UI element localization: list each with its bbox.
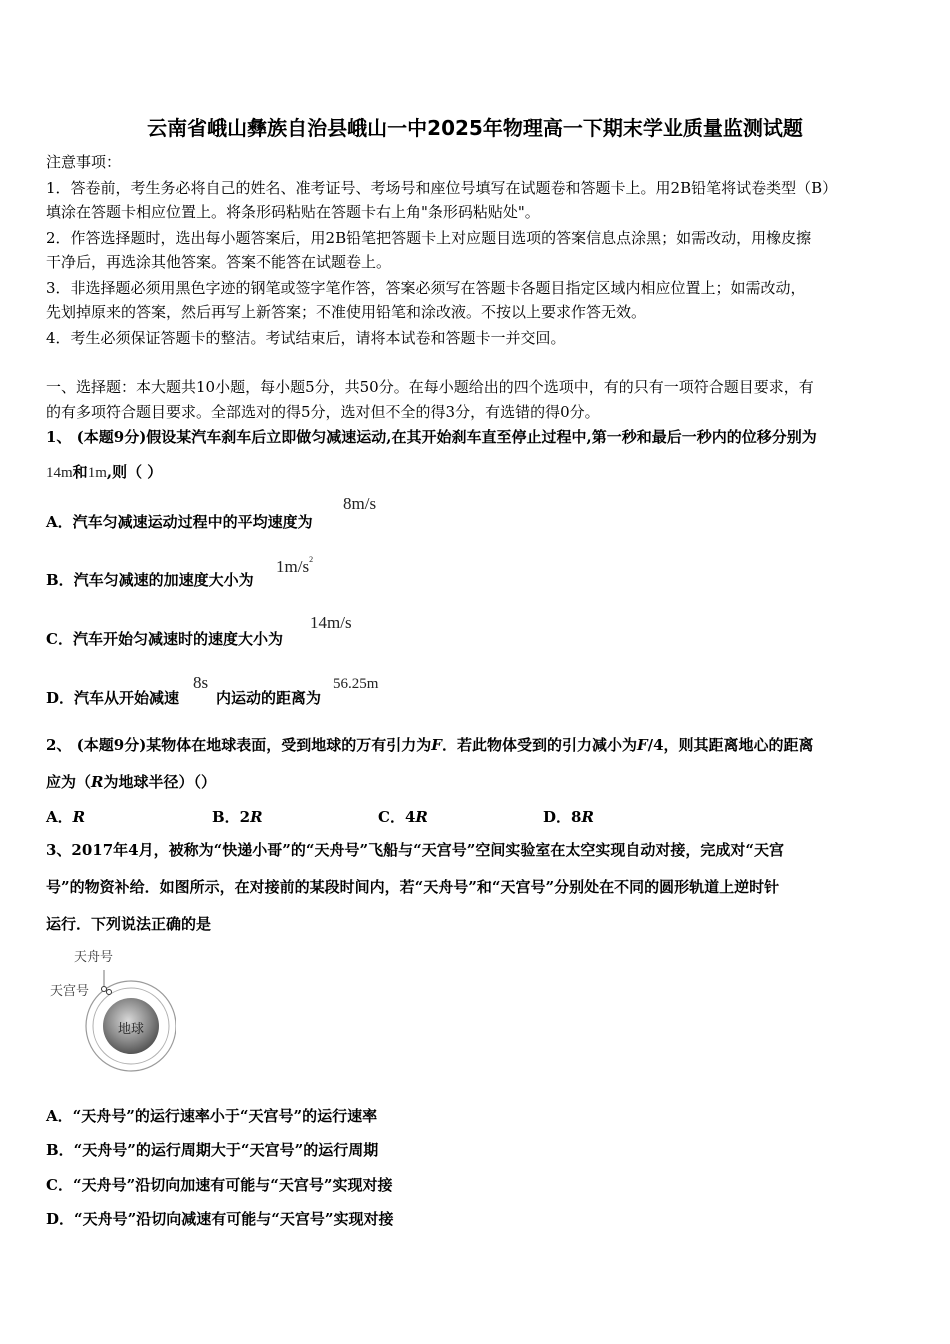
q1-option-b: B．汽车匀减速的加速度大小为 (46, 571, 254, 589)
q2-stem-part1: 2、 (本题9分)某物体在地球表面，受到地球的万有引力为 (46, 736, 432, 754)
q2-option-value: R (72, 808, 86, 826)
q1-option-c: C．汽车开始匀减速时的速度大小为 (46, 630, 283, 648)
q2-option-c (378, 806, 428, 827)
q1-formula-d-distance: 56.25m (333, 676, 379, 692)
q1-stem-line2 (46, 462, 162, 483)
label-earth: 地球 (118, 1022, 145, 1037)
page-title: 云南省峨山彝族自治县峨山一中2025年物理高一下期末学业质量监测试题 (147, 116, 803, 140)
label-tiangong: 天宫号 (50, 984, 90, 999)
q2-stem-part4: 应为（ (46, 773, 92, 791)
q2-option-b (212, 806, 263, 827)
q2-option-label: C．4 (378, 808, 416, 826)
q3-option-c: C．“天舟号”沿切向加速有可能与“天宫号”实现对接 (46, 1176, 393, 1194)
q2-option-a (46, 806, 85, 827)
q2-symbol-r: R (91, 773, 104, 791)
q1-formula-b-base: 1m/s (276, 557, 310, 576)
q2-option-d (543, 806, 594, 827)
q2-option-label: D．8 (543, 808, 582, 826)
notice-line: 先划掉原来的答案，然后再写上新答案；不准使用铅笔和涂改液。不按以上要求作答无效。 (46, 303, 647, 321)
q1-option-d-part1: D．汽车从开始减速 (46, 689, 180, 707)
notice-line: 2．作答选择题时，选出每小题答案后，用2B铅笔把答题卡上对应题目选项的答案信息点涂黑；如需改动，用橡皮擦 (46, 229, 812, 247)
notice-line: 填涂在答题卡相应位置上。将条形码粘贴在答题卡右上角"条形码粘贴处"。 (46, 203, 540, 221)
orbit-figure (46, 944, 176, 1084)
q2-option-value: R (581, 808, 594, 826)
section-intro: 一、选择题：本大题共10小题，每小题5分，共50分。在每小题给出的四个选项中，有的只有一项符合题目要求，有 (46, 378, 814, 396)
q2-stem-part2: ．若此物体受到的引力减小为 (441, 736, 637, 754)
notice-line: 干净后，再选涂其他答案。答案不能答在试题卷上。 (46, 253, 392, 271)
q1-option-d-part2: 内运动的距离为 (216, 689, 322, 707)
q3-stem-line3: 运行．下列说法正确的是 (46, 915, 212, 933)
q1-formula-14m: 14m (46, 465, 73, 481)
q1-stem-end: ,则（ ） (106, 463, 163, 481)
q1-formula-1m: 1m (87, 465, 107, 481)
q1-formula-b-sup: 2 (309, 555, 314, 564)
tianzhou-marker (102, 987, 107, 992)
q3-option-a: A．“天舟号”的运行速率小于“天宫号”的运行速率 (46, 1107, 378, 1125)
q2-stem-part5: 为地球半径）（） (103, 773, 216, 791)
q1-option-a: A．汽车匀减速运动过程中的平均速度为 (46, 513, 313, 531)
q2-stem-part3: /4，则其距离地心的距离 (647, 736, 814, 754)
q1-stem: 1、 (本题9分)假设某汽车刹车后立即做匀减速运动,在其开始刹车直至停止过程中,第一秒和最后一秒内的位移分别为 (46, 428, 817, 446)
q1-and: 和 (72, 463, 88, 481)
q2-option-value: R (250, 808, 263, 826)
label-tianzhou: 天舟号 (74, 950, 114, 965)
q2-stem-line2 (46, 772, 216, 792)
notice-line: 4．考生必须保证答题卡的整洁。考试结束后，请将本试卷和答题卡一并交回。 (46, 329, 566, 347)
q2-symbol-f-quarter: F (636, 736, 648, 754)
q1-formula-c: 14m/s (310, 613, 352, 632)
notice-heading: 注意事项： (46, 153, 122, 171)
q3-option-d: D．“天舟号”沿切向减速有可能与“天宫号”实现对接 (46, 1210, 394, 1228)
tiangong-marker (107, 990, 112, 995)
q2-option-value: R (415, 808, 428, 826)
orbit-diagram (46, 944, 176, 1084)
q1-formula-b (276, 557, 313, 577)
q3-option-b: B．“天舟号”的运行周期大于“天宫号”的运行周期 (46, 1141, 379, 1159)
q2-option-label: B．2 (212, 808, 251, 826)
q3-stem-line2: 号”的物资补给．如图所示，在对接前的某段时间内，若“天舟号”和“天宫号”分别处在不同的圆形轨道上逆时针 (46, 878, 780, 896)
section-intro: 的有多项符合题目要求。全部选对的得5分，选对但不全的得3分，有选错的得0分。 (46, 403, 600, 421)
notice-line: 3．非选择题必须用黑色字迹的钢笔或签字笔作答，答案必须写在答题卡各题目指定区域内相应位置上；如需改动， (46, 279, 806, 297)
q3-stem-line1: 3、2017年4月，被称为“快递小哥”的“天舟号”飞船与“天宫号”空间实验室在太空实现自动对接，完成对“天宫 (46, 841, 785, 859)
q2-stem-line1 (46, 735, 814, 755)
q1-formula-d-time: 8s (193, 673, 209, 692)
q2-option-label: A． (46, 808, 73, 826)
q1-formula-a: 8m/s (343, 494, 377, 513)
q2-symbol-f: F (431, 736, 442, 754)
notice-line: 1．答卷前，考生务必将自己的姓名、准考证号、考场号和座位号填写在试题卷和答题卡上。用2B铅笔将试卷类型（B） (46, 179, 838, 197)
